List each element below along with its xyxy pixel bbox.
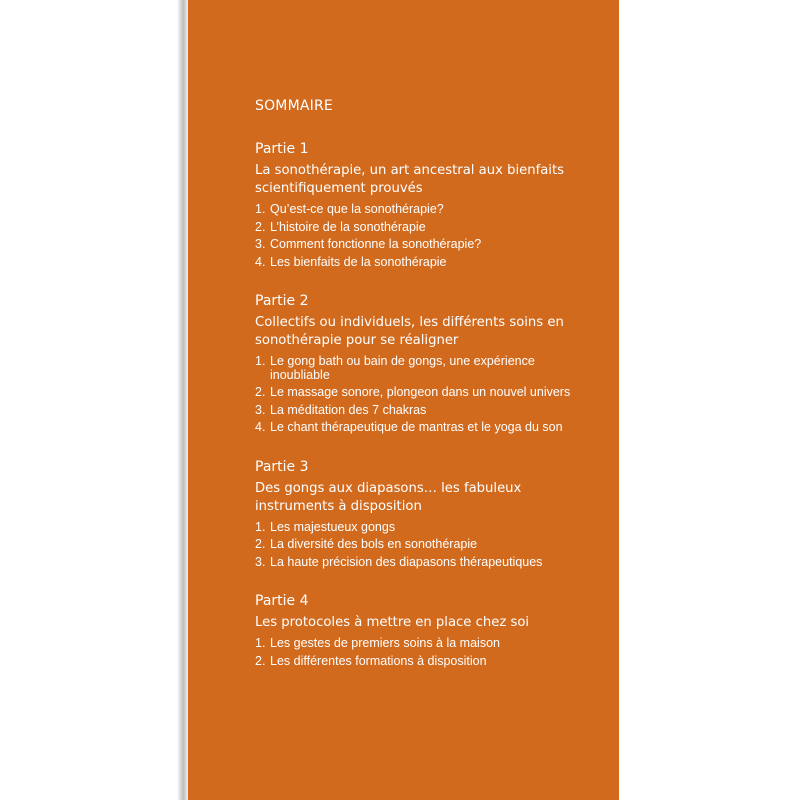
- chapter-item: [255, 521, 585, 535]
- chapter-title: La diversité des bols en sonothérapie: [270, 537, 478, 551]
- chapter-title: Le chant thérapeutique de mantras et le yoga du son: [270, 420, 563, 434]
- part-4: [255, 592, 585, 668]
- chapter-number: 1.: [255, 354, 266, 368]
- chapter-number: 1.: [255, 636, 266, 650]
- chapter-title: Qu’est-ce que la sonothérapie?: [270, 202, 444, 216]
- chapter-title: Le gong bath ou bain de gongs, une expérience inoubliable: [270, 354, 535, 382]
- chapter-item: [255, 386, 585, 400]
- part-label: Partie 1: [255, 141, 309, 157]
- chapter-number: 2.: [255, 385, 266, 399]
- chapter-item: [255, 256, 585, 270]
- chapter-title: Comment fonctionne la sonothérapie?: [270, 237, 482, 251]
- part-heading: La sonothérapie, un art ancestral aux bienfaits scientifiquement prouvés: [255, 163, 565, 196]
- chapter-list: [255, 637, 585, 668]
- chapter-number: 2.: [255, 653, 266, 668]
- chapter-list: [255, 203, 585, 269]
- chapter-title: Le massage sonore, plongeon dans un nouvel univers: [270, 385, 571, 399]
- part-heading: Les protocoles à mettre en place chez soi: [255, 615, 530, 630]
- toc-content: [255, 97, 585, 691]
- chapter-item: [255, 637, 585, 651]
- chapter-title: Les différentes formations à disposition: [270, 653, 487, 668]
- chapter-number: 4.: [255, 254, 266, 269]
- chapter-item: [255, 203, 585, 217]
- part-heading: Collectifs ou individuels, les différents soins en sonothérapie pour se réaligner: [255, 315, 564, 348]
- chapter-title: Les bienfaits de la sonothérapie: [270, 254, 447, 269]
- chapter-number: 1.: [255, 202, 266, 216]
- chapter-title: Les majestueux gongs: [270, 519, 396, 534]
- chapter-number: 3.: [255, 554, 266, 569]
- chapter-number: 3.: [255, 237, 266, 251]
- part-3: [255, 458, 585, 570]
- part-2: [255, 292, 585, 435]
- part-heading: Des gongs aux diapasons… les fabuleux instruments à disposition: [255, 480, 522, 514]
- chapter-list: [255, 355, 585, 435]
- part-label: Partie 4: [255, 593, 309, 609]
- toc-title: SOMMAIRE: [255, 98, 333, 114]
- part-1: [255, 140, 585, 269]
- chapter-title: La haute précision des diapasons thérapeutiques: [270, 554, 543, 569]
- toc-page: [188, 0, 619, 800]
- chapter-item: [255, 538, 585, 552]
- chapter-title: La méditation des 7 chakras: [270, 402, 427, 417]
- chapter-item: [255, 655, 585, 669]
- chapter-number: 4.: [255, 420, 266, 434]
- chapter-item: [255, 404, 585, 418]
- chapter-title: Les gestes de premiers soins à la maison: [270, 636, 500, 650]
- chapter-list: [255, 521, 585, 570]
- chapter-title: L’histoire de la sonothérapie: [270, 219, 426, 234]
- chapter-item: [255, 355, 585, 382]
- chapter-number: 2.: [255, 537, 266, 551]
- part-label: Partie 2: [255, 293, 309, 309]
- book-spine: [178, 0, 188, 800]
- chapter-item: [255, 556, 585, 570]
- part-label: Partie 3: [255, 458, 309, 475]
- chapter-number: 1.: [255, 519, 266, 534]
- chapter-number: 3.: [255, 402, 266, 417]
- chapter-number: 2.: [255, 219, 266, 234]
- chapter-item: [255, 421, 585, 435]
- chapter-item: [255, 238, 585, 252]
- chapter-item: [255, 221, 585, 235]
